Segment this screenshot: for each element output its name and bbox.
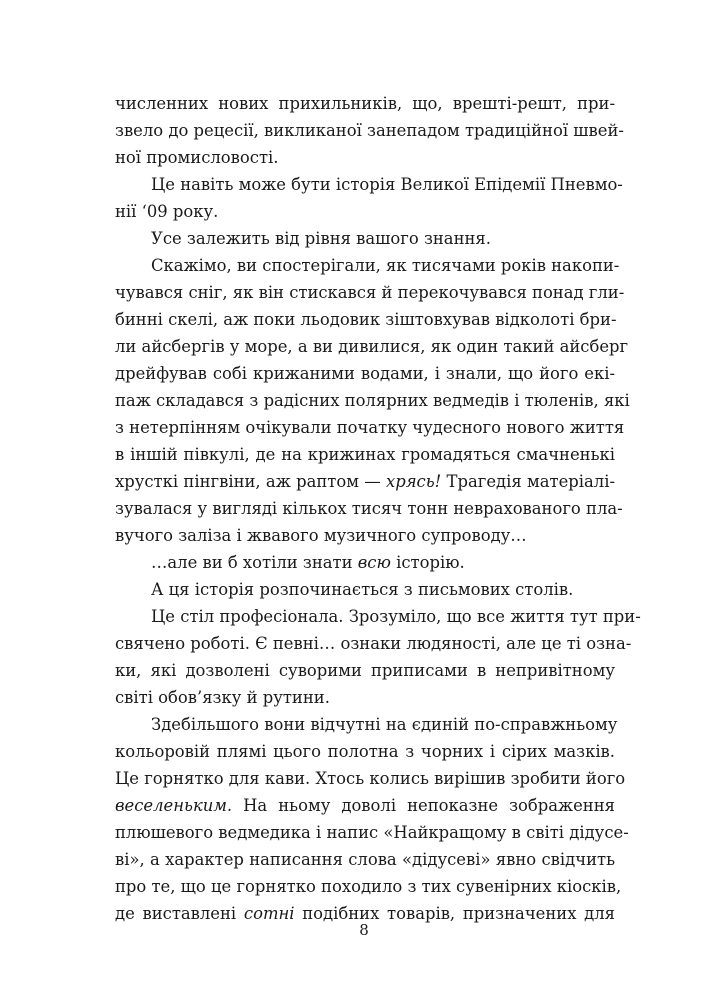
text-line: ної промисловості. — [115, 148, 279, 167]
text-line: Це горнятко для кави. Хтось колись вирішив зробити його — [115, 769, 626, 788]
text-line: плюшевого ведмедика і напис «Найкращому в світі дідусе- — [115, 823, 629, 842]
page-number: 8 — [359, 921, 369, 939]
italic-text: всю — [357, 553, 391, 572]
text-line: з нетерпінням очікували початку чудесного нового життя — [115, 418, 625, 437]
text-line: свячено роботі. Є певні… ознаки людяності, але це ті озна- — [115, 634, 632, 653]
italic-text: хрясь! — [385, 472, 442, 491]
text-line: де виставлені сотні подібних товарів, призначених для — [115, 904, 615, 923]
text-line: чувався сніг, як він стискався й перекочувався понад гли- — [115, 283, 625, 302]
text-line: в іншій півкулі, де на крижинах громадяться смачненькі — [115, 445, 615, 464]
text-line: …але ви б хотіли знати всю історію. — [151, 553, 465, 572]
text-line: Це стіл професіонала. Зрозуміло, що все життя тут при- — [151, 607, 641, 626]
text-line: ли айсбергів у море, а ви дивилися, як один такий айсберг — [115, 337, 629, 356]
text-line: звело до рецесії, викликаної занепадом традиційної швей- — [115, 121, 624, 140]
text-line: кольоровій плямі цього полотна з чорних і сірих мазків. — [115, 742, 615, 761]
text-line: про те, що це горнятко походило з тих сувенірних кіосків, — [115, 877, 622, 896]
text-line: бинні скелі, аж поки льодовик зіштовхував відколоті бри- — [115, 310, 617, 329]
text-line: дрейфував собі крижаними водами, і знали, що його екі- — [115, 364, 615, 383]
text-line: веселеньким. На ньому доволі непоказне зображення — [115, 796, 615, 815]
italic-text: веселеньким. — [115, 796, 233, 815]
text-line: вучого заліза і жвавого музичного супроводу… — [115, 526, 527, 545]
text-line: нії ‘09 року. — [115, 202, 219, 221]
text-line: численних нових прихильників, що, врешті-решт, при- — [115, 94, 615, 113]
text-line: паж складався з радісних полярних ведмедів і тюленів, які — [115, 391, 630, 410]
text-line: Скажімо, ви спостерігали, як тисячами років накопи- — [151, 256, 620, 275]
text-line: ки, які дозволені суворими приписами в непривітному — [115, 661, 615, 680]
text-line: світі обов’язку й рутини. — [115, 688, 330, 707]
text-line: Усе залежить від рівня вашого знання. — [151, 229, 491, 248]
text-line: Це навіть може бути історія Великої Епідемії Пневмо- — [151, 175, 623, 194]
page-body-text — [115, 90, 641, 927]
text-line: зувалася у вигляді кількох тисяч тонн неврахованого пла- — [115, 499, 623, 518]
italic-text: сотні — [243, 904, 295, 923]
text-line: Здебільшого вони відчутні на єдиній по-справжньому — [151, 715, 618, 734]
text-line: А ця історія розпочинається з письмових столів. — [151, 580, 574, 599]
text-line: ві», а характер написання слова «дідусеві» явно свідчить — [115, 850, 615, 869]
text-line: хрусткі пінгвіни, аж раптом — хрясь! Трагедія матеріалі- — [115, 472, 615, 491]
